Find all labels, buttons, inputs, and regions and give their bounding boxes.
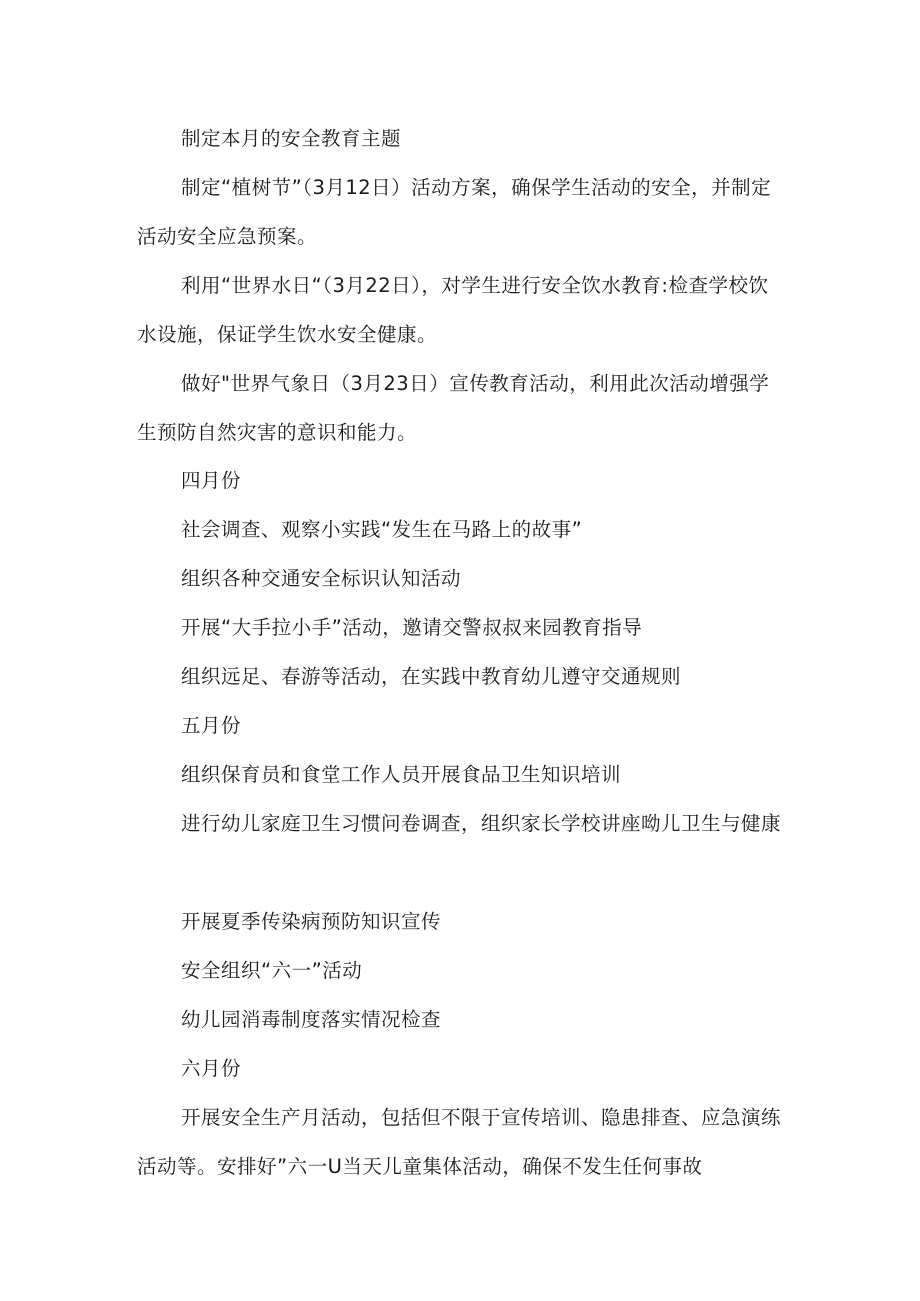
paragraph: 做好"世界气象日（3月23日）宣传教育活动，利用此次活动增强学生预防自然灾害的意识和能力。 [137, 372, 770, 444]
paragraph: 制定本月的安全教育主题 [181, 127, 402, 150]
paragraph: 社会调查、观察小实践“发生在马路上的故事” [181, 518, 583, 541]
paragraph: 安全组织“六一”活动 [181, 959, 363, 982]
paragraph: 利用“世界水日“（3月22日），对学生进行安全饮水教育:检查学校饮水设施，保证学生饮水安全健康。 [137, 274, 769, 346]
paragraph: 进行幼儿家庭卫生习惯问卷调查，组织家长学校讲座呦儿卫生与健康 [181, 812, 782, 835]
paragraph: 制定“植树节”（3月12日）活动方案，确保学生活动的安全，并制定活动安全应急预案。 [137, 176, 772, 248]
paragraph: 开展安全生产月活动，包括但不限于宣传培训、隐患排查、应急演练活动等。安排好”六一U当天儿童集体活动，确保不发生任何事故 [137, 1106, 782, 1178]
paragraph: 组织保育员和食堂工作人员开展食品卫生知识培训 [181, 763, 622, 786]
section-heading: 四月份 [181, 469, 242, 492]
section-heading: 五月份 [181, 714, 242, 737]
paragraph: 组织各种交通安全标识认知活动 [181, 567, 462, 590]
paragraph: 组织远足、春游等活动，在实践中教育幼儿遵守交通规则 [181, 665, 682, 688]
section-heading: 六月份 [181, 1057, 242, 1080]
paragraph: 开展“大手拉小手”活动，邀请交警叔叔来园教育指导 [181, 616, 643, 639]
paragraph: 幼儿园消毒制度落实情况检查 [181, 1008, 442, 1031]
paragraph: 开展夏季传染病预防知识宣传 [181, 910, 442, 933]
